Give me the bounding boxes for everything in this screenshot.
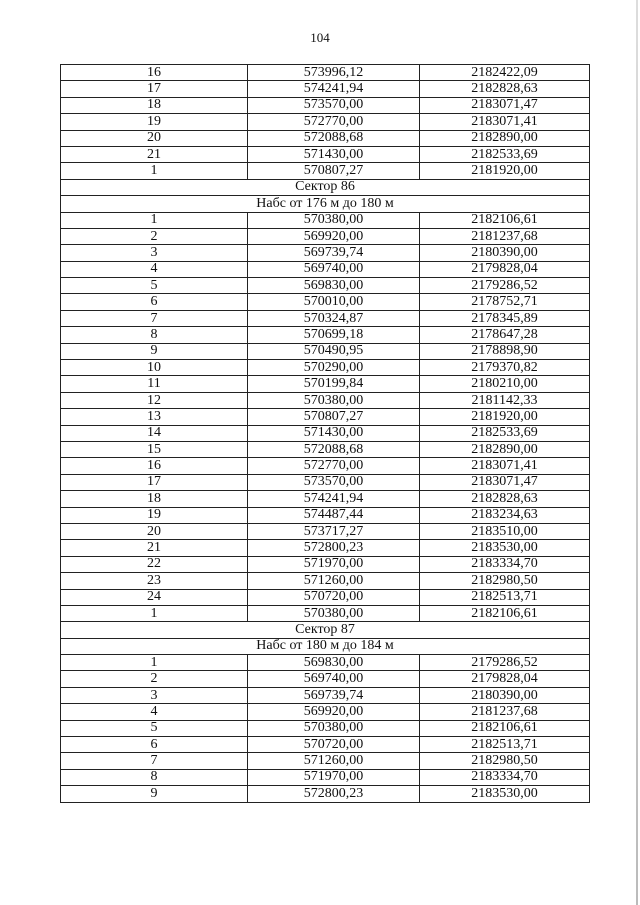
table-row [61,376,590,392]
point-number-cell: 6 [61,737,248,753]
table-row [61,540,590,556]
table-row [61,228,590,244]
x-coordinate-cell: 569830,00 [248,655,420,671]
point-number-cell: 21 [61,540,248,556]
y-coordinate-cell: 2182106,61 [420,212,590,228]
y-coordinate-cell: 2179370,82 [420,360,590,376]
point-number-cell: 19 [61,507,248,523]
x-coordinate-cell: 573717,27 [248,523,420,539]
y-coordinate-cell: 2182513,71 [420,737,590,753]
y-coordinate-cell: 2182513,71 [420,589,590,605]
table-row [61,245,590,261]
table-row [61,786,590,802]
table-row [61,261,590,277]
x-coordinate-cell: 571260,00 [248,753,420,769]
y-coordinate-cell: 2181920,00 [420,409,590,425]
x-coordinate-cell: 570380,00 [248,392,420,408]
point-number-cell: 20 [61,523,248,539]
table-row [61,114,590,130]
table-row [61,343,590,359]
point-number-cell: 16 [61,65,248,81]
y-coordinate-cell: 2183071,47 [420,474,590,490]
y-coordinate-cell: 2179286,52 [420,278,590,294]
x-coordinate-cell: 570490,95 [248,343,420,359]
x-coordinate-cell: 572800,23 [248,786,420,802]
scan-edge [636,0,638,905]
table-row [61,605,590,621]
x-coordinate-cell: 570380,00 [248,212,420,228]
x-coordinate-cell: 570010,00 [248,294,420,310]
table-row [61,409,590,425]
x-coordinate-cell: 570699,18 [248,327,420,343]
y-coordinate-cell: 2178647,28 [420,327,590,343]
point-number-cell: 18 [61,491,248,507]
point-number-cell: 9 [61,786,248,802]
x-coordinate-cell: 572088,68 [248,441,420,457]
point-number-cell: 23 [61,573,248,589]
section-header-row [61,196,590,212]
table-row [61,441,590,457]
section-header: Сектор 86 [61,179,590,195]
y-coordinate-cell: 2179286,52 [420,655,590,671]
x-coordinate-cell: 570807,27 [248,163,420,179]
y-coordinate-cell: 2183530,00 [420,786,590,802]
table-row [61,278,590,294]
point-number-cell: 8 [61,327,248,343]
table-row [61,720,590,736]
y-coordinate-cell: 2183071,41 [420,114,590,130]
x-coordinate-cell: 570720,00 [248,589,420,605]
x-coordinate-cell: 571970,00 [248,556,420,572]
y-coordinate-cell: 2183071,47 [420,97,590,113]
section-header-row [61,622,590,638]
y-coordinate-cell: 2179828,04 [420,671,590,687]
x-coordinate-cell: 572088,68 [248,130,420,146]
point-number-cell: 10 [61,360,248,376]
table-row [61,130,590,146]
x-coordinate-cell: 572770,00 [248,458,420,474]
table-row [61,163,590,179]
y-coordinate-cell: 2182422,09 [420,65,590,81]
point-number-cell: 13 [61,409,248,425]
x-coordinate-cell: 569739,74 [248,687,420,703]
table-row [61,294,590,310]
point-number-cell: 4 [61,704,248,720]
table-row [61,704,590,720]
x-coordinate-cell: 569920,00 [248,228,420,244]
x-coordinate-cell: 570290,00 [248,360,420,376]
point-number-cell: 1 [61,212,248,228]
x-coordinate-cell: 573996,12 [248,65,420,81]
table-row [61,769,590,785]
table-row [61,523,590,539]
table-row [61,458,590,474]
x-coordinate-cell: 570380,00 [248,605,420,621]
table-row [61,97,590,113]
y-coordinate-cell: 2182533,69 [420,146,590,162]
point-number-cell: 12 [61,392,248,408]
y-coordinate-cell: 2179828,04 [420,261,590,277]
y-coordinate-cell: 2182106,61 [420,720,590,736]
coordinates-table [60,64,590,803]
y-coordinate-cell: 2181237,68 [420,228,590,244]
table-row [61,212,590,228]
point-number-cell: 15 [61,441,248,457]
y-coordinate-cell: 2183071,41 [420,458,590,474]
point-number-cell: 20 [61,130,248,146]
table-row [61,310,590,326]
point-number-cell: 1 [61,605,248,621]
point-number-cell: 3 [61,687,248,703]
x-coordinate-cell: 570807,27 [248,409,420,425]
y-coordinate-cell: 2182106,61 [420,605,590,621]
point-number-cell: 24 [61,589,248,605]
section-header: Набс от 176 м до 180 м [61,196,590,212]
x-coordinate-cell: 571430,00 [248,146,420,162]
y-coordinate-cell: 2178752,71 [420,294,590,310]
table-row [61,573,590,589]
point-number-cell: 7 [61,753,248,769]
x-coordinate-cell: 574241,94 [248,491,420,507]
y-coordinate-cell: 2180390,00 [420,245,590,261]
point-number-cell: 17 [61,474,248,490]
point-number-cell: 9 [61,343,248,359]
table-row [61,146,590,162]
table-row [61,556,590,572]
x-coordinate-cell: 574487,44 [248,507,420,523]
y-coordinate-cell: 2178345,89 [420,310,590,326]
y-coordinate-cell: 2180210,00 [420,376,590,392]
x-coordinate-cell: 569739,74 [248,245,420,261]
x-coordinate-cell: 571260,00 [248,573,420,589]
point-number-cell: 5 [61,278,248,294]
section-header: Набс от 180 м до 184 м [61,638,590,654]
coordinates-table-body [61,65,590,803]
x-coordinate-cell: 572800,23 [248,540,420,556]
table-row [61,425,590,441]
page-number: 104 [310,30,330,45]
x-coordinate-cell: 569740,00 [248,671,420,687]
point-number-cell: 6 [61,294,248,310]
x-coordinate-cell: 570380,00 [248,720,420,736]
y-coordinate-cell: 2180390,00 [420,687,590,703]
y-coordinate-cell: 2182533,69 [420,425,590,441]
x-coordinate-cell: 569920,00 [248,704,420,720]
y-coordinate-cell: 2181920,00 [420,163,590,179]
table-row [61,687,590,703]
table-row [61,327,590,343]
y-coordinate-cell: 2182980,50 [420,753,590,769]
y-coordinate-cell: 2182890,00 [420,441,590,457]
x-coordinate-cell: 572770,00 [248,114,420,130]
y-coordinate-cell: 2181142,33 [420,392,590,408]
point-number-cell: 5 [61,720,248,736]
table-row [61,392,590,408]
x-coordinate-cell: 569740,00 [248,261,420,277]
point-number-cell: 3 [61,245,248,261]
point-number-cell: 8 [61,769,248,785]
table-row [61,507,590,523]
x-coordinate-cell: 570199,84 [248,376,420,392]
point-number-cell: 1 [61,655,248,671]
y-coordinate-cell: 2181237,68 [420,704,590,720]
point-number-cell: 4 [61,261,248,277]
y-coordinate-cell: 2183334,70 [420,556,590,572]
table-row [61,655,590,671]
section-header-row [61,638,590,654]
point-number-cell: 16 [61,458,248,474]
table-row [61,81,590,97]
point-number-cell: 21 [61,146,248,162]
point-number-cell: 2 [61,671,248,687]
y-coordinate-cell: 2182828,63 [420,81,590,97]
point-number-cell: 2 [61,228,248,244]
table-row [61,589,590,605]
table-row [61,65,590,81]
table-row [61,491,590,507]
y-coordinate-cell: 2183510,00 [420,523,590,539]
y-coordinate-cell: 2182980,50 [420,573,590,589]
point-number-cell: 19 [61,114,248,130]
table-row [61,737,590,753]
x-coordinate-cell: 570324,87 [248,310,420,326]
y-coordinate-cell: 2182890,00 [420,130,590,146]
x-coordinate-cell: 573570,00 [248,474,420,490]
section-header-row [61,179,590,195]
x-coordinate-cell: 569830,00 [248,278,420,294]
point-number-cell: 1 [61,163,248,179]
x-coordinate-cell: 573570,00 [248,97,420,113]
table-row [61,474,590,490]
point-number-cell: 18 [61,97,248,113]
x-coordinate-cell: 571430,00 [248,425,420,441]
point-number-cell: 22 [61,556,248,572]
table-row [61,671,590,687]
point-number-cell: 17 [61,81,248,97]
table-row [61,360,590,376]
y-coordinate-cell: 2178898,90 [420,343,590,359]
point-number-cell: 14 [61,425,248,441]
point-number-cell: 7 [61,310,248,326]
y-coordinate-cell: 2183234,63 [420,507,590,523]
y-coordinate-cell: 2182828,63 [420,491,590,507]
x-coordinate-cell: 574241,94 [248,81,420,97]
y-coordinate-cell: 2183530,00 [420,540,590,556]
table-row [61,753,590,769]
x-coordinate-cell: 570720,00 [248,737,420,753]
x-coordinate-cell: 571970,00 [248,769,420,785]
point-number-cell: 11 [61,376,248,392]
section-header: Сектор 87 [61,622,590,638]
y-coordinate-cell: 2183334,70 [420,769,590,785]
